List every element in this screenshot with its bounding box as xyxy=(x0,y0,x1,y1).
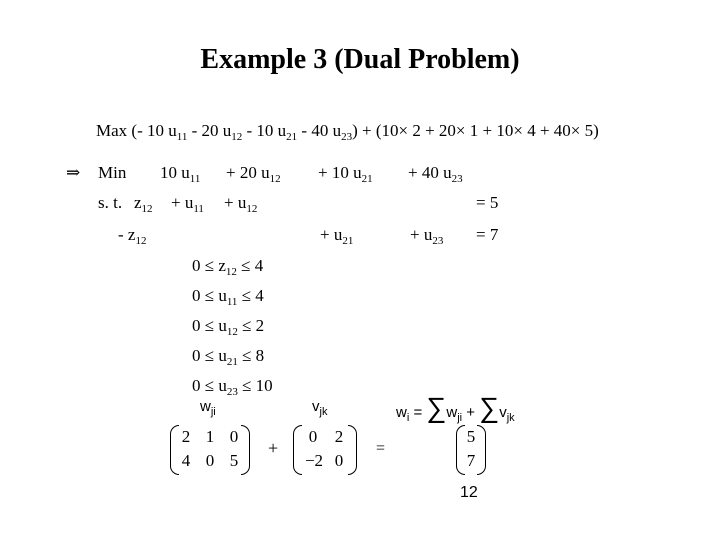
matrix-result-cell: 7 xyxy=(466,451,476,470)
bound-u11: $0 \le u_{11} \le 4$ xyxy=(192,286,264,308)
implies-arrow: ⇒ xyxy=(66,163,81,182)
matrix-w-cell: 4 xyxy=(181,451,191,470)
matrix-v-cell: 0 xyxy=(334,451,344,470)
bound-u12: $0 \le u_{12} \le 2$ xyxy=(192,316,265,338)
label-v-jk: $v_{jk}$ xyxy=(312,398,328,418)
row3-term-z12: - $z_{12}$ xyxy=(118,225,147,247)
min-term-u21: + 10 $u_{21}$ xyxy=(318,163,373,185)
matrix-result xyxy=(456,425,486,475)
bound-u23: $0 \le u_{23} \le 10$ xyxy=(192,376,273,398)
matrix-w-cell: 0 xyxy=(205,451,215,470)
matrix-v xyxy=(293,425,357,475)
matrix-w-cell: 1 xyxy=(205,427,215,446)
equals-sign: = xyxy=(376,440,386,457)
row3-term-u23: + $u_{23}$ xyxy=(410,225,444,247)
matrix-w xyxy=(170,425,250,475)
right-paren xyxy=(348,425,357,475)
st-rhs: = 5 xyxy=(476,193,499,212)
matrix-w-cell: 5 xyxy=(229,451,239,470)
min-term-u11: 10 $u_{11}$ xyxy=(160,163,201,185)
min-label: Min xyxy=(98,163,127,182)
matrix-v-cell: 0 xyxy=(308,427,318,446)
label-w-i-formula: $w_i = \sum w_{ji} + \sum v_{jk}$ xyxy=(396,392,515,424)
st-term-z12: $z_{12}$ xyxy=(134,193,153,215)
st-term-u11: + $u_{11}$ xyxy=(171,193,204,215)
bound-z12: $0 \le z_{12} \le 4$ xyxy=(192,256,264,278)
st-term-u12: + $u_{12}$ xyxy=(224,193,258,215)
row3-term-u21: + $u_{21}$ xyxy=(320,225,354,247)
st-label: s. t. xyxy=(98,193,123,212)
plus-sign: + xyxy=(268,438,279,458)
bound-u21: $0 \le u_{21} \le 8$ xyxy=(192,346,265,368)
min-term-u23: + 40 $u_{23}$ xyxy=(408,163,463,185)
matrix-w-cell: 2 xyxy=(181,427,191,446)
slide-title: Example 3 (Dual Problem) xyxy=(200,44,520,75)
row3-rhs: = 7 xyxy=(476,225,499,244)
matrix-w-cell: 0 xyxy=(229,427,239,446)
objective-line: Max (- 10 $u_{11} - 20$ $u_{12} - 10$ $u_{21} - 40$ $u_{23}) + (10\times 2 + 20\times 1 + 10\times 4 + 40\times 5)$ xyxy=(96,121,599,143)
matrix-v-cell: 2 xyxy=(334,427,344,446)
matrix-result-cell: 5 xyxy=(466,427,476,446)
min-term-u12: + 20 $u_{12}$ xyxy=(226,163,281,185)
matrix-v-cell: −2 xyxy=(304,451,324,470)
label-w-ji: $w_{ji}$ xyxy=(200,398,216,418)
page-number: 12 xyxy=(460,484,478,501)
